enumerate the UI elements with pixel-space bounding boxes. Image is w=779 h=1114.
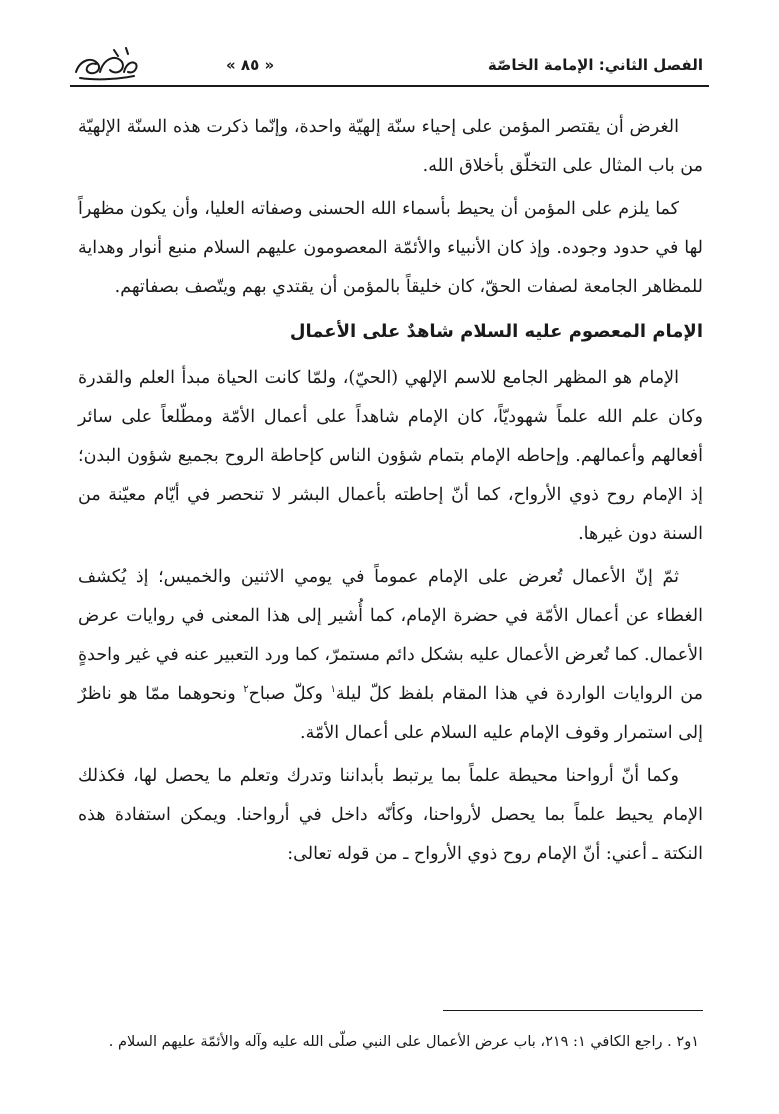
section-heading: الإمام المعصوم عليه السلام شاهدٌ على الأعمال	[289, 321, 703, 342]
page-number: « ٨٥ »	[226, 56, 275, 74]
footnote-divider	[443, 1010, 703, 1011]
header-rule	[70, 85, 709, 87]
footnote: ١و٢ . راجع الكافي ١: ٢١٩، باب عرض الأعمال على النبي صلّى الله عليه وآله والأئمّة عليهم السلام .	[108, 1034, 699, 1050]
calligraphy-ornament-icon	[70, 42, 140, 84]
chapter-title: الفصل الثاني: الإمامة الخاصّة	[487, 56, 703, 74]
paragraph-2: كما يلزم على المؤمن أن يحيط بأسماء الله الحسنى وصفاته العليا، وأن يكون مظهراً لها في حدود وجوده. وإذ كان الأنبياء والأئمّة المعصومون عليهم السلام منبع أنوار وهداية للمظاهر الجامعة لصفات الحقّ، كان خليقاً بالمؤمن أن يقتدي بهم ويتّصف بصفاتهم.	[78, 199, 703, 297]
paragraph-4-text-c: ونحوهما ممّا هو ناظرٌ إلى استمرار وقوف الإمام عليه السلام على أعمال الأمّة.	[78, 684, 703, 743]
paragraph-4-text-a: ثمّ إنّ الأعمال تُعرض على الإمام عموماً في يومي الاثنين والخميس؛ إذ يُكشف الغطاء عن أعمال الأمّة في حضرة الإمام، كما أُشير إلى هذا المعنى في روايات عرض الأعمال. كما تُعرض الأعمال عليه بشكل دائم مستمرّ، كما ورد التعبير عنه في غير واحدةٍ من الروايات الواردة في هذا المقام بلفظ كلّ ليلة	[78, 567, 703, 704]
paragraph-1: الغرض أن يقتصر المؤمن على إحياء سنّة إلهيّة واحدة، وإنّما ذكرت هذه السنّة الإلهيّة من باب المثال على التخلّق بأخلاق الله.	[78, 117, 703, 176]
paragraph-4	[78, 558, 703, 753]
paragraph-3: الإمام هو المظهر الجامع للاسم الإلهي (الحيّ)، ولمّا كانت الحياة مبدأ العلم والقدرة وكان علم الله علماً شهوديّاً، كان الإمام شاهداً على أعمال الأمّة ومطّلعاً على سائر أفعالهم وأعمالهم. وإحاطه الإمام بتمام شؤون الناس كإحاطة الروح بجميع شؤون البدن؛ إذ الإمام روح ذوي الأرواح، كما أنّ إحاطته بأعمال البشر لا تنحصر في أيّام معيّنة من السنة دون غيرها.	[78, 368, 703, 544]
page-body	[78, 108, 703, 878]
paragraph-5: وكما أنّ أرواحنا محيطة علماً بما يرتبط بأبداننا وتدرك وتعلم ما يحصل لها، فكذلك الإمام يحيط علماً بما يحصل لأرواحنا، وكأنّه داخل في أرواحنا. ويمكن استفادة هذه النكتة ـ أعني: أنّ الإمام روح ذوي الأرواح ـ من قوله تعالى:	[78, 766, 703, 864]
footnote-marker-2: ٢	[243, 684, 249, 696]
footnote-marker-1: ١	[330, 684, 336, 696]
paragraph-4-text-b: وكلّ صباح	[248, 684, 331, 704]
page-header	[70, 42, 709, 84]
